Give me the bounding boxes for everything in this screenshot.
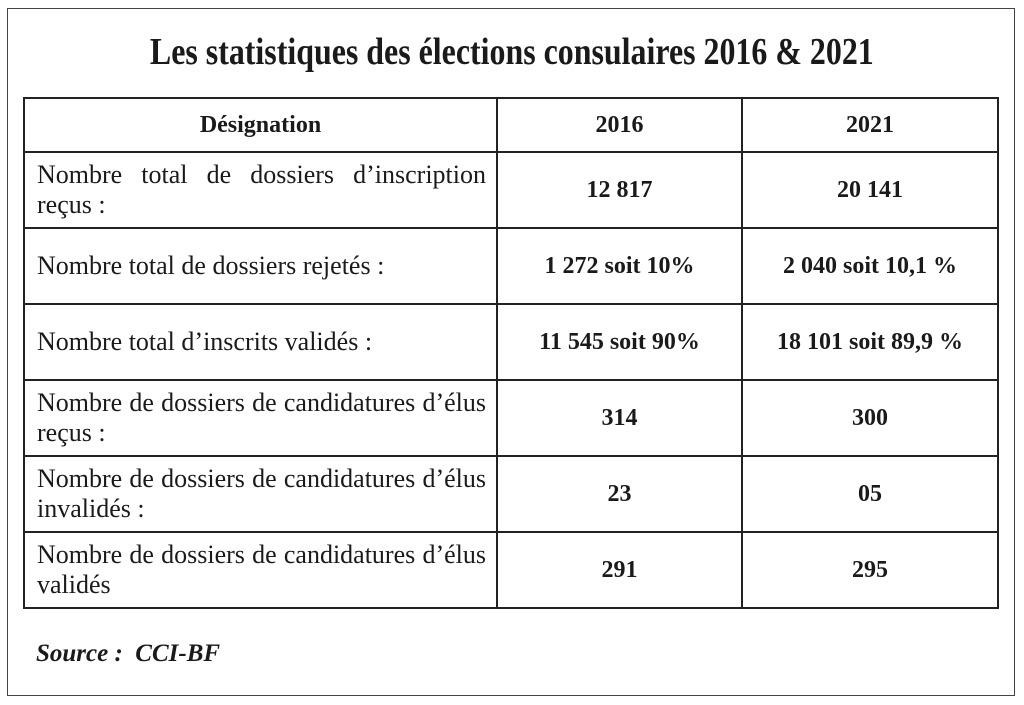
row-label: Nombre total de dossiers rejetés : xyxy=(24,228,497,304)
value-2021: 20 141 xyxy=(742,152,998,228)
value-2021: 05 xyxy=(742,456,998,532)
title-text: Les statistiques des élections consulaires 2016 & 2021 xyxy=(150,31,874,73)
value-2016: 11 545 soit 90% xyxy=(497,304,742,380)
table-row xyxy=(24,228,998,304)
value-2016: 12 817 xyxy=(497,152,742,228)
row-label: Nombre de dossiers de candidatures d’élus validés xyxy=(24,532,497,608)
row-label: Nombre de dossiers de candidatures d’élus invalidés : xyxy=(24,456,497,532)
table-row xyxy=(24,380,998,456)
value-2016: 291 xyxy=(497,532,742,608)
row-label: Nombre total d’inscrits validés : xyxy=(24,304,497,380)
table-row xyxy=(24,532,998,608)
value-2021: 300 xyxy=(742,380,998,456)
table-row xyxy=(24,456,998,532)
table-header-row xyxy=(24,98,998,152)
value-2016: 23 xyxy=(497,456,742,532)
value-2021: 2 040 soit 10,1 % xyxy=(742,228,998,304)
value-2021: 295 xyxy=(742,532,998,608)
header-2021: 2021 xyxy=(742,98,998,152)
row-label: Nombre total de dossiers d’inscription reçus : xyxy=(24,152,497,228)
header-2016: 2016 xyxy=(497,98,742,152)
document-title xyxy=(0,30,1024,74)
header-designation: Désignation xyxy=(24,98,497,152)
value-2021: 18 101 soit 89,9 % xyxy=(742,304,998,380)
table-row xyxy=(24,152,998,228)
value-2016: 1 272 soit 10% xyxy=(497,228,742,304)
source-note: Source : CCI-BF xyxy=(36,640,221,667)
value-2016: 314 xyxy=(497,380,742,456)
statistics-table xyxy=(23,97,999,609)
row-label: Nombre de dossiers de candidatures d’élus reçus : xyxy=(24,380,497,456)
table-row xyxy=(24,304,998,380)
